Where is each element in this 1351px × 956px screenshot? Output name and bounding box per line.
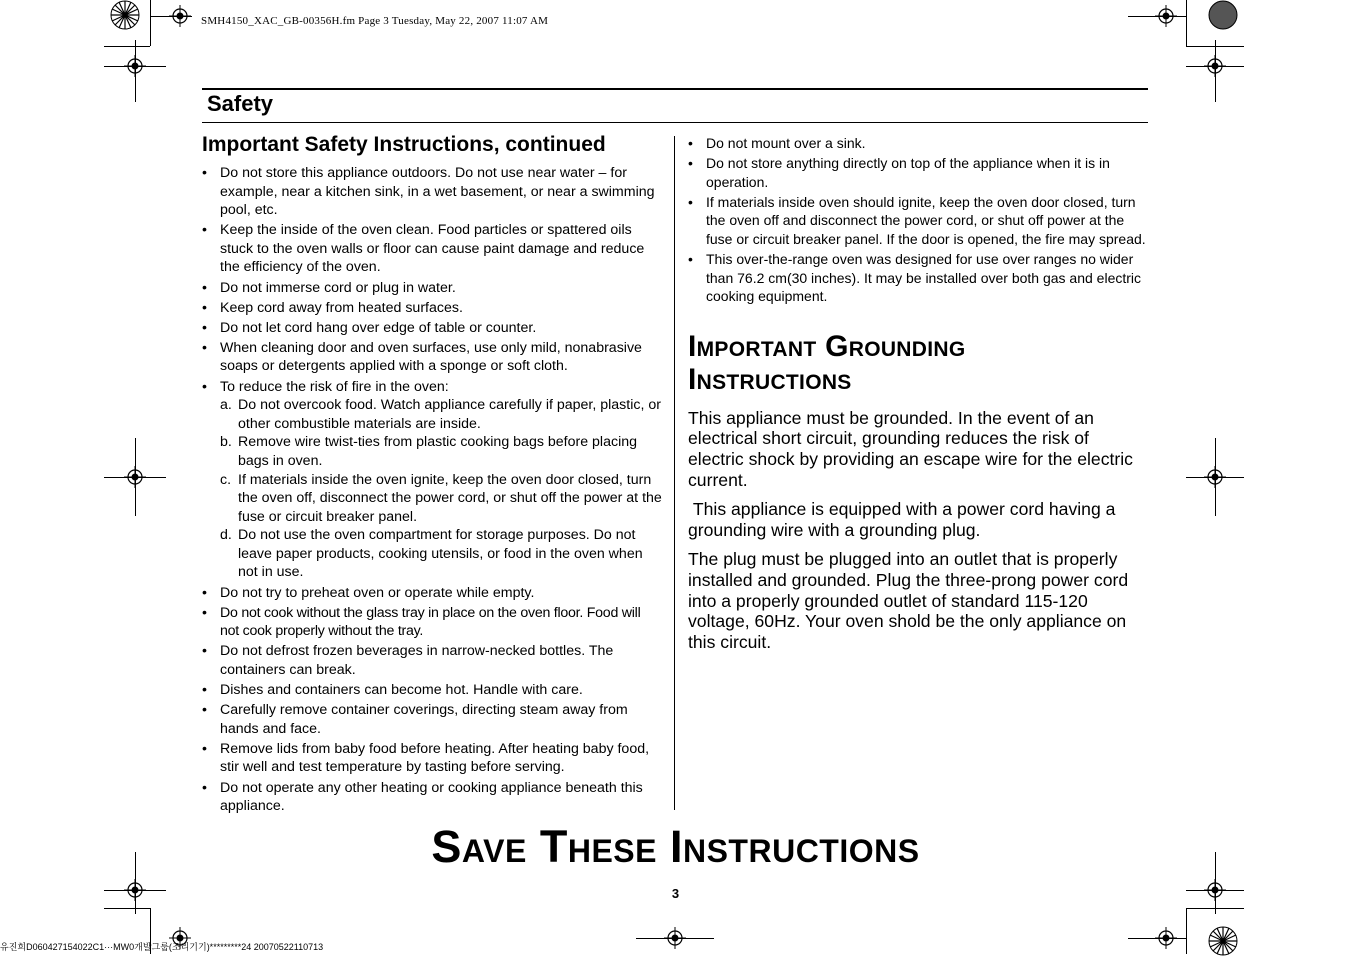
- list-item: • Remove lids from baby food before heating. After heating baby food, stir well and test temperature by tasting before serving.: [202, 740, 662, 777]
- sub-list-item: [220, 396, 662, 433]
- list-item: • Do not operate any other heating or cooking appliance beneath this appliance.: [202, 779, 662, 816]
- grounding-heading: [688, 330, 1148, 396]
- guide-line: [1128, 16, 1186, 17]
- grounding-heading-line: Instructions: [688, 362, 852, 396]
- sub-item-text: Do not use the oven compartment for storage purposes. Do not leave paper products, cooking utensils, or food in the oven when not in use.: [238, 527, 643, 581]
- sub-item-text: Remove wire twist-ties from plastic cooking bags before placing bags in oven.: [238, 434, 637, 469]
- sub-item-text: If materials inside the oven ignite, keep the oven door closed, turn the oven off, disconnect the power cord, or shut off the power at the fuse or circuit breaker panel.: [238, 471, 662, 525]
- list-item: [202, 378, 662, 583]
- list-item: • Do not store anything directly on top of the appliance when it is in operation.: [688, 154, 1148, 191]
- guide-line: [1215, 40, 1216, 102]
- list-item: • When cleaning door and oven surfaces, use only mild, nonabrasive soaps or detergents applied with a sponge or soft cloth.: [202, 339, 662, 376]
- list-item: • Do not try to preheat oven or operate while empty.: [202, 584, 662, 603]
- guide-line: [104, 66, 166, 67]
- left-column: [202, 133, 662, 817]
- right-column: [688, 134, 1148, 661]
- sub-list-item: [220, 471, 662, 527]
- grounding-paragraph: The plug must be plugged into an outlet that is properly installed and grounded. Plug the three-prong power cord into a properly grounded outlet of standard 115-120 voltage, 60Hz. Your oven shold be the only appliance on this circuit.: [688, 549, 1129, 652]
- list-item: • Do not mount over a sink.: [688, 134, 1148, 153]
- list-item: • Keep cord away from heated surfaces.: [202, 299, 662, 318]
- guide-line: [104, 477, 166, 478]
- save-instructions-banner: Save These Instructions: [431, 821, 920, 872]
- guide-line: [636, 938, 714, 939]
- list-item: • If materials inside oven should ignite, keep the oven door closed, turn the oven off and disconnect the power cord, or shut off power at the fuse or circuit breaker panel. If the door is opened, the fire may spread.: [688, 193, 1148, 249]
- sub-item-letter: a.: [220, 397, 232, 414]
- left-heading: Important Safety Instructions, continued: [202, 133, 606, 156]
- sub-list-item: [220, 433, 662, 470]
- list-item: • Carefully remove container coverings, directing steam away from hands and face.: [202, 701, 662, 738]
- safety-list-continued: [688, 134, 1148, 306]
- sub-list-item: [220, 526, 662, 582]
- list-item: • Dishes and containers can become hot. Handle with care.: [202, 681, 662, 700]
- list-item: • Do not cook without the glass tray in place on the oven floor. Food will not cook properly without the tray.: [202, 604, 662, 641]
- list-item: • Do not store this appliance outdoors. Do not use near water – for example, near a kitchen sink, in a wet basement, or near a swimming pool, etc.: [202, 164, 662, 220]
- page-number: 3: [671, 886, 680, 901]
- sub-item-letter: c.: [220, 471, 232, 488]
- column-divider: [674, 136, 675, 810]
- starburst-target-icon: [110, 0, 140, 30]
- footer-code: 유진희D060427154022C1···MW0개발그룹(조리기기)*********24 20070522110713: [0, 942, 324, 952]
- starburst-target-icon: [1208, 0, 1238, 30]
- header-rule-top: [202, 88, 1148, 90]
- sub-item-text: Do not overcook food. Watch appliance carefully if paper, plastic, or other combustible materials are inside.: [238, 397, 661, 432]
- list-item: • Do not immerse cord or plug in water.: [202, 279, 662, 298]
- file-info: SMH4150_XAC_GB-00356H.fm Page 3 Tuesday, May 22, 2007 11:07 AM: [201, 15, 549, 27]
- header-rule-bottom: [202, 122, 1148, 123]
- grounding-paragraph: This appliance is equipped with a power cord having a grounding wire with a grounding plug.: [688, 499, 1121, 540]
- sub-item-letter: d.: [220, 527, 232, 544]
- fire-sublist: [220, 396, 662, 582]
- list-item: • Do not let cord hang over edge of table or counter.: [202, 319, 662, 338]
- guide-line: [150, 16, 192, 17]
- list-item: • Do not defrost frozen beverages in narrow-necked bottles. The containers can break.: [202, 642, 662, 679]
- guide-line: [1128, 938, 1186, 939]
- guide-line: [1186, 66, 1244, 67]
- list-item-text: To reduce the risk of fire in the oven:: [220, 378, 449, 395]
- list-item: • This over-the-range oven was designed for use over ranges no wider than 76.2 cm(30 inches). It may be installed over both gas and electric cooking equipment.: [688, 250, 1148, 306]
- guide-line: [135, 40, 136, 102]
- grounding-paragraph: This appliance must be grounded. In the event of an electrical short circuit, grounding reduces the risk of electric shock by providing an escape wire for the electric current.: [688, 407, 1133, 490]
- list-item: • Keep the inside of the oven clean. Food particles or spattered oils stuck to the oven walls or floor can cause paint damage and reduce the efficiency of the oven.: [202, 221, 662, 277]
- grounding-heading-line: Important Grounding: [688, 329, 966, 363]
- starburst-target-icon: [1208, 926, 1238, 956]
- sub-item-letter: b.: [220, 434, 232, 451]
- safety-list: [202, 164, 662, 816]
- section-title: Safety: [207, 91, 274, 116]
- guide-line: [1186, 477, 1244, 478]
